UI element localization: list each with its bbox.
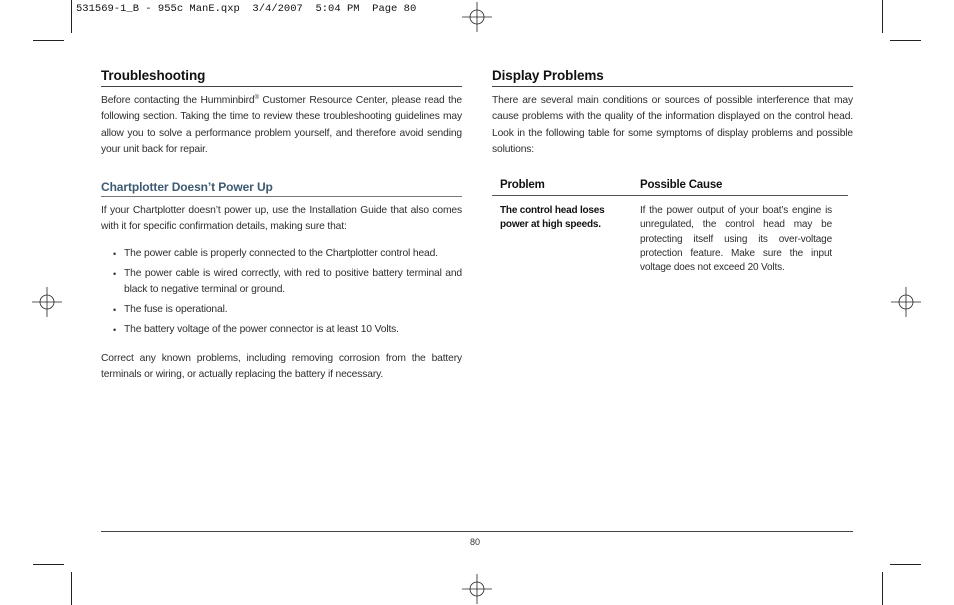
intro-text-before: Before contacting the Humminbird xyxy=(101,95,255,106)
print-slug: 531569-1_B - 955c ManE.qxp 3/4/2007 5:04 PM Page 80 xyxy=(76,3,417,15)
registration-mark-icon xyxy=(32,287,62,317)
table-cell-cause: If the power output of your boat’s engine is unregulated, the control head may be protecting itself using its over-voltage protection feature. Make sure the input voltage does not exceed 20 Volts. xyxy=(640,205,832,274)
intro-text-after: Customer Resource Center, please read the following section. Taking the time to review these troubleshooting guidelines may allow you to solve a performance problem yourself, and therefore avoid sending your unit back for repair. xyxy=(101,95,462,155)
subheading-power-up: Chartplotter Doesn’t Power Up xyxy=(101,180,462,197)
table-header-problem: Problem xyxy=(500,179,545,191)
list-item: • The fuse is operational. xyxy=(101,302,462,318)
crop-mark xyxy=(882,572,883,605)
registration-mark-icon xyxy=(462,2,492,32)
crop-mark xyxy=(71,0,72,33)
crop-mark xyxy=(890,40,921,41)
section-heading-troubleshooting: Troubleshooting xyxy=(101,68,462,87)
right-column xyxy=(492,68,853,158)
sub-intro-paragraph: If your Chartplotter doesn’t power up, use the Installation Guide that also comes with it for specific confirmation details, making sure that: xyxy=(101,205,462,233)
page-number: 80 xyxy=(470,537,481,547)
list-item: • The power cable is wired correctly, with red to positive battery terminal and black to negative terminal or ground. xyxy=(101,266,462,298)
list-item: • The battery voltage of the power connector is at least 10 Volts. xyxy=(101,322,462,338)
registered-mark: ® xyxy=(254,95,259,101)
checklist xyxy=(101,246,462,338)
registration-mark-icon xyxy=(462,574,492,604)
closing-paragraph: Correct any known problems, including removing corrosion from the battery terminals or wiring, or actually replacing the battery if necessary. xyxy=(101,352,462,381)
crop-mark xyxy=(33,564,64,565)
table-header-rule xyxy=(492,195,848,196)
crop-mark xyxy=(33,40,64,41)
intro-paragraph xyxy=(101,93,462,158)
registration-mark-icon xyxy=(891,287,921,317)
table-cell-problem: The control head loses power at high speeds. xyxy=(500,205,605,230)
list-item: • The power cable is properly connected to the Chartplotter control head. xyxy=(101,246,462,262)
crop-mark xyxy=(882,0,883,33)
table-header-cause: Possible Cause xyxy=(640,179,723,191)
crop-mark xyxy=(71,572,72,605)
display-intro-paragraph: There are several main conditions or sources of possible interference that may cause problems with the quality of the information displayed on the control head. Look in the following table for some symptoms of display problems and possible solutions: xyxy=(492,95,853,155)
left-column xyxy=(101,68,462,383)
crop-mark xyxy=(890,564,921,565)
footer-rule xyxy=(101,531,853,532)
section-heading-display-problems: Display Problems xyxy=(492,68,853,87)
